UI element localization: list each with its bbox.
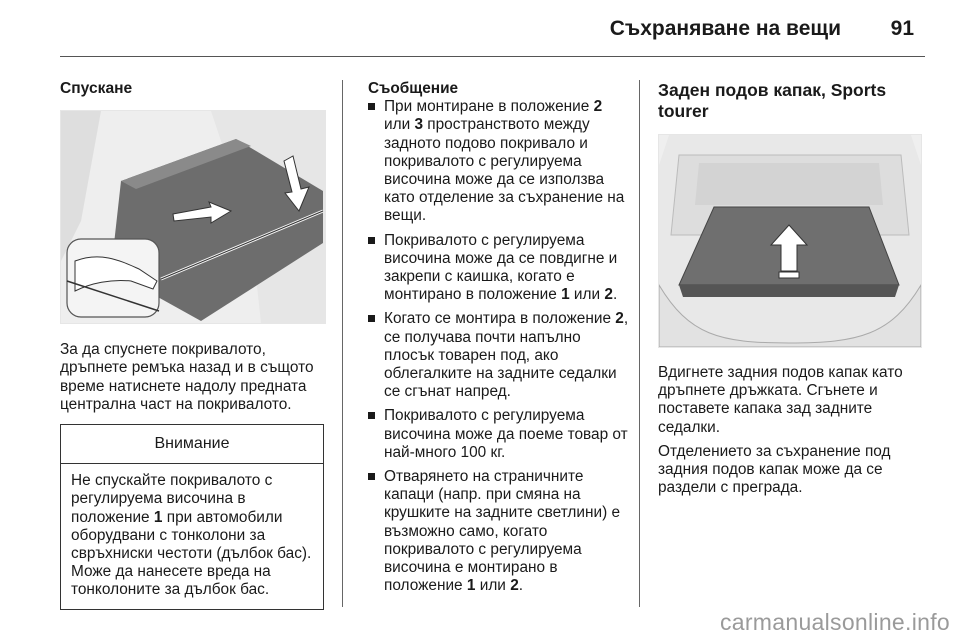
header-title: Съхраняване на вещи [609,17,841,40]
section-heading-rear-floor: Заден подов капак, Sports tourer [658,80,887,121]
lowering-paragraph: За да спуснете покривалото, дръпнете ремъка назад и в същото време натиснете надолу предната централна част на покривалото. [60,341,314,413]
bullet-square-icon [368,103,375,110]
header-divider [60,56,925,57]
list-item: Когато се монтира в положение 2, се получава почти напълно плосък товарен под, ако облегалките на задните седалки се сгънат напред. [368,310,630,401]
figure-rear-floor-cover [658,134,922,348]
column-middle [368,80,630,601]
bullet-square-icon [368,315,375,322]
list-item: Покривалото с регулируема височина може да се повдигне и закрепи с каишка, когато е монтирано в положение 1 или 2. [368,232,630,305]
watermark: carmanualsonline.info [719,609,950,635]
warning-box [60,424,324,610]
section-heading-lowering: Спускане [60,80,133,97]
list-item: Покривалото с регулируема височина може да поеме товар от най-много 100 кг. [368,407,630,462]
column-right [658,80,924,503]
bullet-square-icon [368,473,375,480]
page-header [0,0,960,60]
warning-title: Внимание [61,425,323,464]
notice-heading: Съобщение [368,80,459,97]
warning-text: Не спускайте покривалото с регулируема височина в положение 1 при автомобили оборудвани с тонколони за свръхниски честоти (дълбок бас). Може да нанесете вреда на тонколоните за дълбок бас. [71,472,312,599]
list-item: Отварянето на страничните капаци (напр. при смяна на крушките на задните светлини) е възможно само, когато покривалото с регулируема височина е монтирано в положение 1 или 2. [368,468,630,595]
trunk-floor-illustration [659,135,921,347]
rear-floor-paragraph-2: Отделението за съхранение под задния подов капак може да се раздели с преграда. [658,442,891,497]
bullet-square-icon [368,412,375,419]
cargo-cover-illustration [61,111,325,323]
rear-floor-paragraph-1: Вдигнете задния подов капак като дръпнете дръжката. Сгънете и поставете капака зад задните седалки. [658,364,903,436]
column-divider [342,80,343,607]
figure-cover-lowering [60,110,326,324]
bullet-square-icon [368,237,375,244]
page-number: 91 [890,17,914,40]
list-item: При монтиране в положение 2 или 3 пространството между задното подово покривало и покривалото с регулируема височина може да се използва като отделение за съхранение на вещи. [368,98,630,225]
column-divider [639,80,640,607]
column-left [60,80,324,610]
